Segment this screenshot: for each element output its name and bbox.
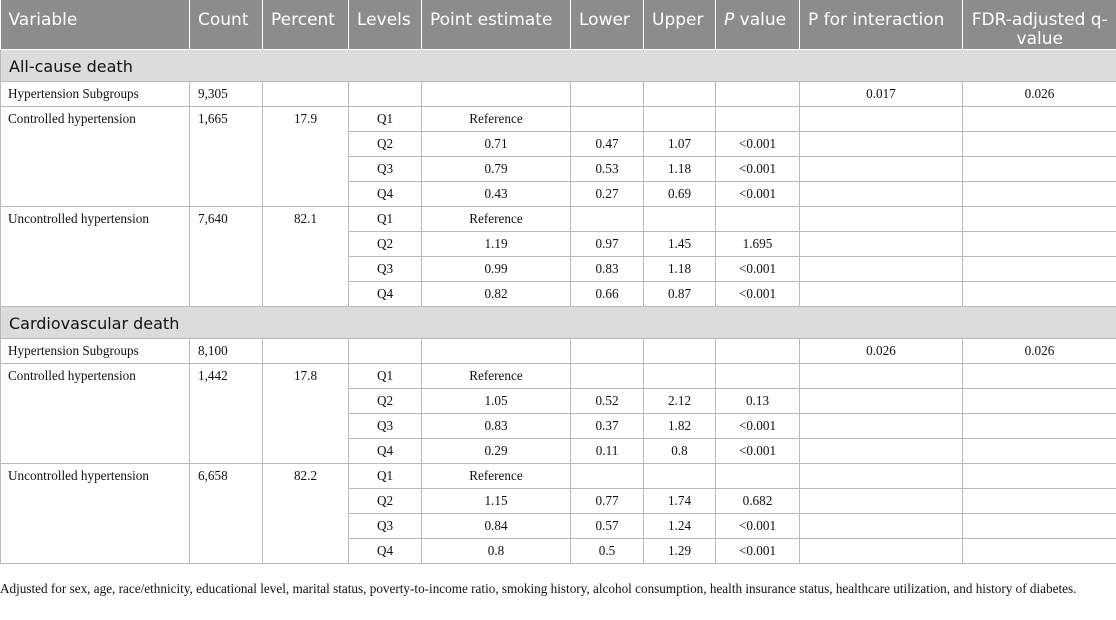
- empty-cell: [963, 107, 1116, 132]
- estimate-cell: 0.83: [422, 414, 571, 439]
- header-p-rest: value: [734, 10, 787, 30]
- level-cell: Q3: [349, 514, 422, 539]
- level-cell: Q2: [349, 132, 422, 157]
- level-cell: Q3: [349, 257, 422, 282]
- empty-cell: [571, 82, 644, 107]
- empty-cell: [800, 257, 963, 282]
- empty-cell: [800, 414, 963, 439]
- p-cell: <0.001: [716, 257, 800, 282]
- upper-cell: 0.69: [644, 182, 716, 207]
- estimate-cell: 1.19: [422, 232, 571, 257]
- upper-cell: 1.18: [644, 157, 716, 182]
- p-cell: <0.001: [716, 439, 800, 464]
- empty-cell: [800, 464, 963, 489]
- lower-cell: [571, 464, 644, 489]
- estimate-cell: 0.99: [422, 257, 571, 282]
- empty-cell: [800, 157, 963, 182]
- estimate-cell: 1.05: [422, 389, 571, 414]
- empty-cell: [349, 339, 422, 364]
- empty-cell: [963, 464, 1116, 489]
- group-percent: 17.8: [263, 364, 349, 464]
- empty-cell: [963, 232, 1116, 257]
- estimate-cell: Reference: [422, 207, 571, 232]
- fdr-value: 0.026: [963, 339, 1116, 364]
- empty-cell: [963, 282, 1116, 307]
- empty-cell: [963, 207, 1116, 232]
- header-fdr: FDR-adjusted q-value: [963, 0, 1116, 50]
- group-count: 6,658: [190, 464, 263, 564]
- estimate-cell: 0.8: [422, 539, 571, 564]
- level-cell: Q4: [349, 282, 422, 307]
- header-p-italic: P: [724, 10, 735, 30]
- lower-cell: 0.27: [571, 182, 644, 207]
- level-cell: Q4: [349, 182, 422, 207]
- p-cell: <0.001: [716, 414, 800, 439]
- upper-cell: [644, 364, 716, 389]
- empty-cell: [800, 489, 963, 514]
- upper-cell: 1.45: [644, 232, 716, 257]
- empty-cell: [349, 82, 422, 107]
- header-percent: Percent: [263, 0, 349, 50]
- upper-cell: 1.18: [644, 257, 716, 282]
- empty-cell: [800, 207, 963, 232]
- empty-cell: [800, 132, 963, 157]
- lower-cell: 0.83: [571, 257, 644, 282]
- lower-cell: 0.52: [571, 389, 644, 414]
- subgroups-label: Hypertension Subgroups: [1, 339, 190, 364]
- level-cell: Q4: [349, 539, 422, 564]
- lower-cell: [571, 364, 644, 389]
- lower-cell: [571, 107, 644, 132]
- section-title-row: [1, 307, 1116, 339]
- level-cell: Q1: [349, 364, 422, 389]
- upper-cell: 2.12: [644, 389, 716, 414]
- estimate-cell: Reference: [422, 364, 571, 389]
- p-cell: 1.695: [716, 232, 800, 257]
- empty-cell: [263, 82, 349, 107]
- level-cell: Q1: [349, 464, 422, 489]
- table-row: [1, 364, 1116, 389]
- level-cell: Q2: [349, 232, 422, 257]
- p-interaction-value: 0.026: [800, 339, 963, 364]
- level-cell: Q1: [349, 207, 422, 232]
- upper-cell: [644, 107, 716, 132]
- empty-cell: [963, 439, 1116, 464]
- empty-cell: [963, 132, 1116, 157]
- group-label: Uncontrolled hypertension: [1, 464, 190, 564]
- p-cell: [716, 364, 800, 389]
- empty-cell: [422, 339, 571, 364]
- subgroups-label: Hypertension Subgroups: [1, 82, 190, 107]
- group-percent: 82.2: [263, 464, 349, 564]
- p-cell: <0.001: [716, 514, 800, 539]
- header-count: Count: [190, 0, 263, 50]
- estimate-cell: 0.43: [422, 182, 571, 207]
- header-variable: Variable: [1, 0, 190, 50]
- table-footnote: Adjusted for sex, age, race/ethnicity, educational level, marital status, poverty-to-income ratio, smoking history, alcohol consumption, health insurance status, healthcare utilization, and history of diabetes.: [0, 581, 1077, 596]
- group-percent: 17.9: [263, 107, 349, 207]
- empty-cell: [422, 82, 571, 107]
- table-row: [1, 207, 1116, 232]
- estimate-cell: 0.84: [422, 514, 571, 539]
- empty-cell: [963, 489, 1116, 514]
- group-count: 1,665: [190, 107, 263, 207]
- empty-cell: [800, 364, 963, 389]
- empty-cell: [963, 157, 1116, 182]
- estimate-cell: 0.82: [422, 282, 571, 307]
- header-lower: Lower: [571, 0, 644, 50]
- group-label: Controlled hypertension: [1, 107, 190, 207]
- empty-cell: [800, 539, 963, 564]
- p-cell: <0.001: [716, 182, 800, 207]
- empty-cell: [963, 364, 1116, 389]
- p-cell: [716, 107, 800, 132]
- empty-cell: [800, 389, 963, 414]
- lower-cell: 0.5: [571, 539, 644, 564]
- p-cell: 0.682: [716, 489, 800, 514]
- header-upper: Upper: [644, 0, 716, 50]
- upper-cell: [644, 464, 716, 489]
- upper-cell: 0.8: [644, 439, 716, 464]
- section-cardiovascular-death: [1, 307, 1116, 564]
- empty-cell: [263, 339, 349, 364]
- p-cell: <0.001: [716, 132, 800, 157]
- level-cell: Q2: [349, 489, 422, 514]
- lower-cell: 0.11: [571, 439, 644, 464]
- table-row: [1, 464, 1116, 489]
- upper-cell: 1.82: [644, 414, 716, 439]
- estimate-cell: Reference: [422, 464, 571, 489]
- empty-cell: [800, 182, 963, 207]
- section-all-cause-death: [1, 50, 1116, 307]
- header-p-value: [716, 0, 800, 50]
- section-title: All-cause death: [1, 50, 1116, 82]
- upper-cell: 1.24: [644, 514, 716, 539]
- empty-cell: [644, 82, 716, 107]
- estimate-cell: 0.71: [422, 132, 571, 157]
- estimate-cell: 0.79: [422, 157, 571, 182]
- empty-cell: [800, 232, 963, 257]
- lower-cell: 0.53: [571, 157, 644, 182]
- subgroups-count: 8,100: [190, 339, 263, 364]
- header-p-interaction: P for interaction: [800, 0, 963, 50]
- lower-cell: 0.77: [571, 489, 644, 514]
- p-cell: <0.001: [716, 157, 800, 182]
- header-levels: Levels: [349, 0, 422, 50]
- empty-cell: [963, 514, 1116, 539]
- group-count: 1,442: [190, 364, 263, 464]
- estimate-cell: 1.15: [422, 489, 571, 514]
- empty-cell: [963, 389, 1116, 414]
- level-cell: Q3: [349, 414, 422, 439]
- p-cell: [716, 464, 800, 489]
- empty-cell: [963, 182, 1116, 207]
- lower-cell: 0.37: [571, 414, 644, 439]
- section-title-row: [1, 50, 1116, 82]
- p-interaction-value: 0.017: [800, 82, 963, 107]
- level-cell: Q2: [349, 389, 422, 414]
- upper-cell: [644, 207, 716, 232]
- empty-cell: [644, 339, 716, 364]
- estimate-cell: Reference: [422, 107, 571, 132]
- section-title: Cardiovascular death: [1, 307, 1116, 339]
- header-point-estimate: Point estimate: [422, 0, 571, 50]
- empty-cell: [716, 339, 800, 364]
- empty-cell: [571, 339, 644, 364]
- level-cell: Q4: [349, 439, 422, 464]
- table-row: [1, 107, 1116, 132]
- group-label: Controlled hypertension: [1, 364, 190, 464]
- empty-cell: [800, 439, 963, 464]
- level-cell: Q3: [349, 157, 422, 182]
- lower-cell: [571, 207, 644, 232]
- upper-cell: 1.74: [644, 489, 716, 514]
- p-cell: 0.13: [716, 389, 800, 414]
- empty-cell: [963, 539, 1116, 564]
- level-cell: Q1: [349, 107, 422, 132]
- estimate-cell: 0.29: [422, 439, 571, 464]
- upper-cell: 1.29: [644, 539, 716, 564]
- lower-cell: 0.57: [571, 514, 644, 539]
- empty-cell: [800, 514, 963, 539]
- lower-cell: 0.47: [571, 132, 644, 157]
- subgroups-count: 9,305: [190, 82, 263, 107]
- header-row: [1, 0, 1116, 50]
- upper-cell: 0.87: [644, 282, 716, 307]
- empty-cell: [963, 414, 1116, 439]
- p-cell: <0.001: [716, 282, 800, 307]
- lower-cell: 0.97: [571, 232, 644, 257]
- empty-cell: [963, 257, 1116, 282]
- table-row: [1, 82, 1116, 107]
- group-count: 7,640: [190, 207, 263, 307]
- fdr-value: 0.026: [963, 82, 1116, 107]
- p-cell: [716, 207, 800, 232]
- lower-cell: 0.66: [571, 282, 644, 307]
- group-label: Uncontrolled hypertension: [1, 207, 190, 307]
- table-row: [1, 339, 1116, 364]
- group-percent: 82.1: [263, 207, 349, 307]
- p-cell: <0.001: [716, 539, 800, 564]
- empty-cell: [800, 107, 963, 132]
- empty-cell: [800, 282, 963, 307]
- upper-cell: 1.07: [644, 132, 716, 157]
- empty-cell: [716, 82, 800, 107]
